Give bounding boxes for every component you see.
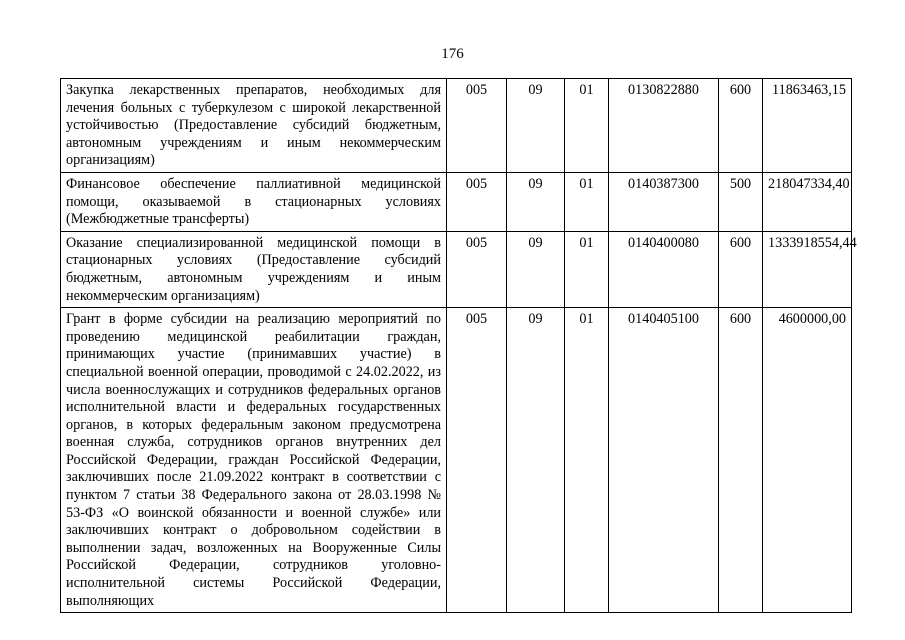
table-row [61,172,852,231]
amount-value: 11863463,15 [763,79,852,173]
row-description: Оказание специализированной медицинской помощи в стационарных условиях (Предоставление субсидий бюджетным, автономным учреждениям и иным некоммерческим организациям) [61,231,447,307]
ministry-code: 005 [447,231,507,307]
amount-value: 1333918554,44 [763,231,852,307]
amount-value: 218047334,40 [763,172,852,231]
table-row [61,231,852,307]
expense-type-code: 600 [719,231,763,307]
subsection-code: 01 [565,308,609,613]
subsection-code: 01 [565,231,609,307]
expense-type-code: 500 [719,172,763,231]
target-article-code: 0140405100 [609,308,719,613]
ministry-code: 005 [447,308,507,613]
section-code: 09 [507,172,565,231]
subsection-code: 01 [565,79,609,173]
ministry-code: 005 [447,79,507,173]
page-number: 176 [441,46,464,62]
section-code: 09 [507,308,565,613]
row-description: Закупка лекарственных препаратов, необходимых для лечения больных с туберкулезом с широкой лекарственной устойчивостью (Предоставление субсидий бюджетным, автономным учреждениям и иным некоммерческим организациям) [61,79,447,173]
target-article-code: 0140400080 [609,231,719,307]
table-row [61,308,852,613]
budget-table [60,78,857,613]
subsection-code: 01 [565,172,609,231]
section-code: 09 [507,231,565,307]
row-description: Грант в форме субсидии на реализацию мероприятий по проведению медицинской реабилитации граждан, принимающих участие (принимавших участие) в специальной военной операции, проводимой с 24.02.2022, из числа военнослужащих и сотрудников федеральных органов исполнительной власти и федеральных государственных органов, в которых федеральным законом предусмотрена военная служба, сотрудников органов внутренних дел Российской Федерации, граждан Российской Федерации, заключивших после 21.09.2022 контракт в соответствии с пунктом 7 статьи 38 Федерального закона от 28.03.1998 № 53-ФЗ «О воинской обязанности и военной службе» или заключивших контракт о добровольном содействии в выполнении задач, возложенных на Вооруженные Силы Российской Федерации, сотрудников уголовно-исполнительной системы Российской Федерации, выполняющих [61,308,447,613]
expense-type-code: 600 [719,308,763,613]
target-article-code: 0130822880 [609,79,719,173]
target-article-code: 0140387300 [609,172,719,231]
amount-value: 4600000,00 [763,308,852,613]
ministry-code: 005 [447,172,507,231]
section-code: 09 [507,79,565,173]
table-row [61,79,852,173]
expense-type-code: 600 [719,79,763,173]
row-description: Финансовое обеспечение паллиативной медицинской помощи, оказываемой в стационарных условиях (Межбюджетные трансферты) [61,172,447,231]
